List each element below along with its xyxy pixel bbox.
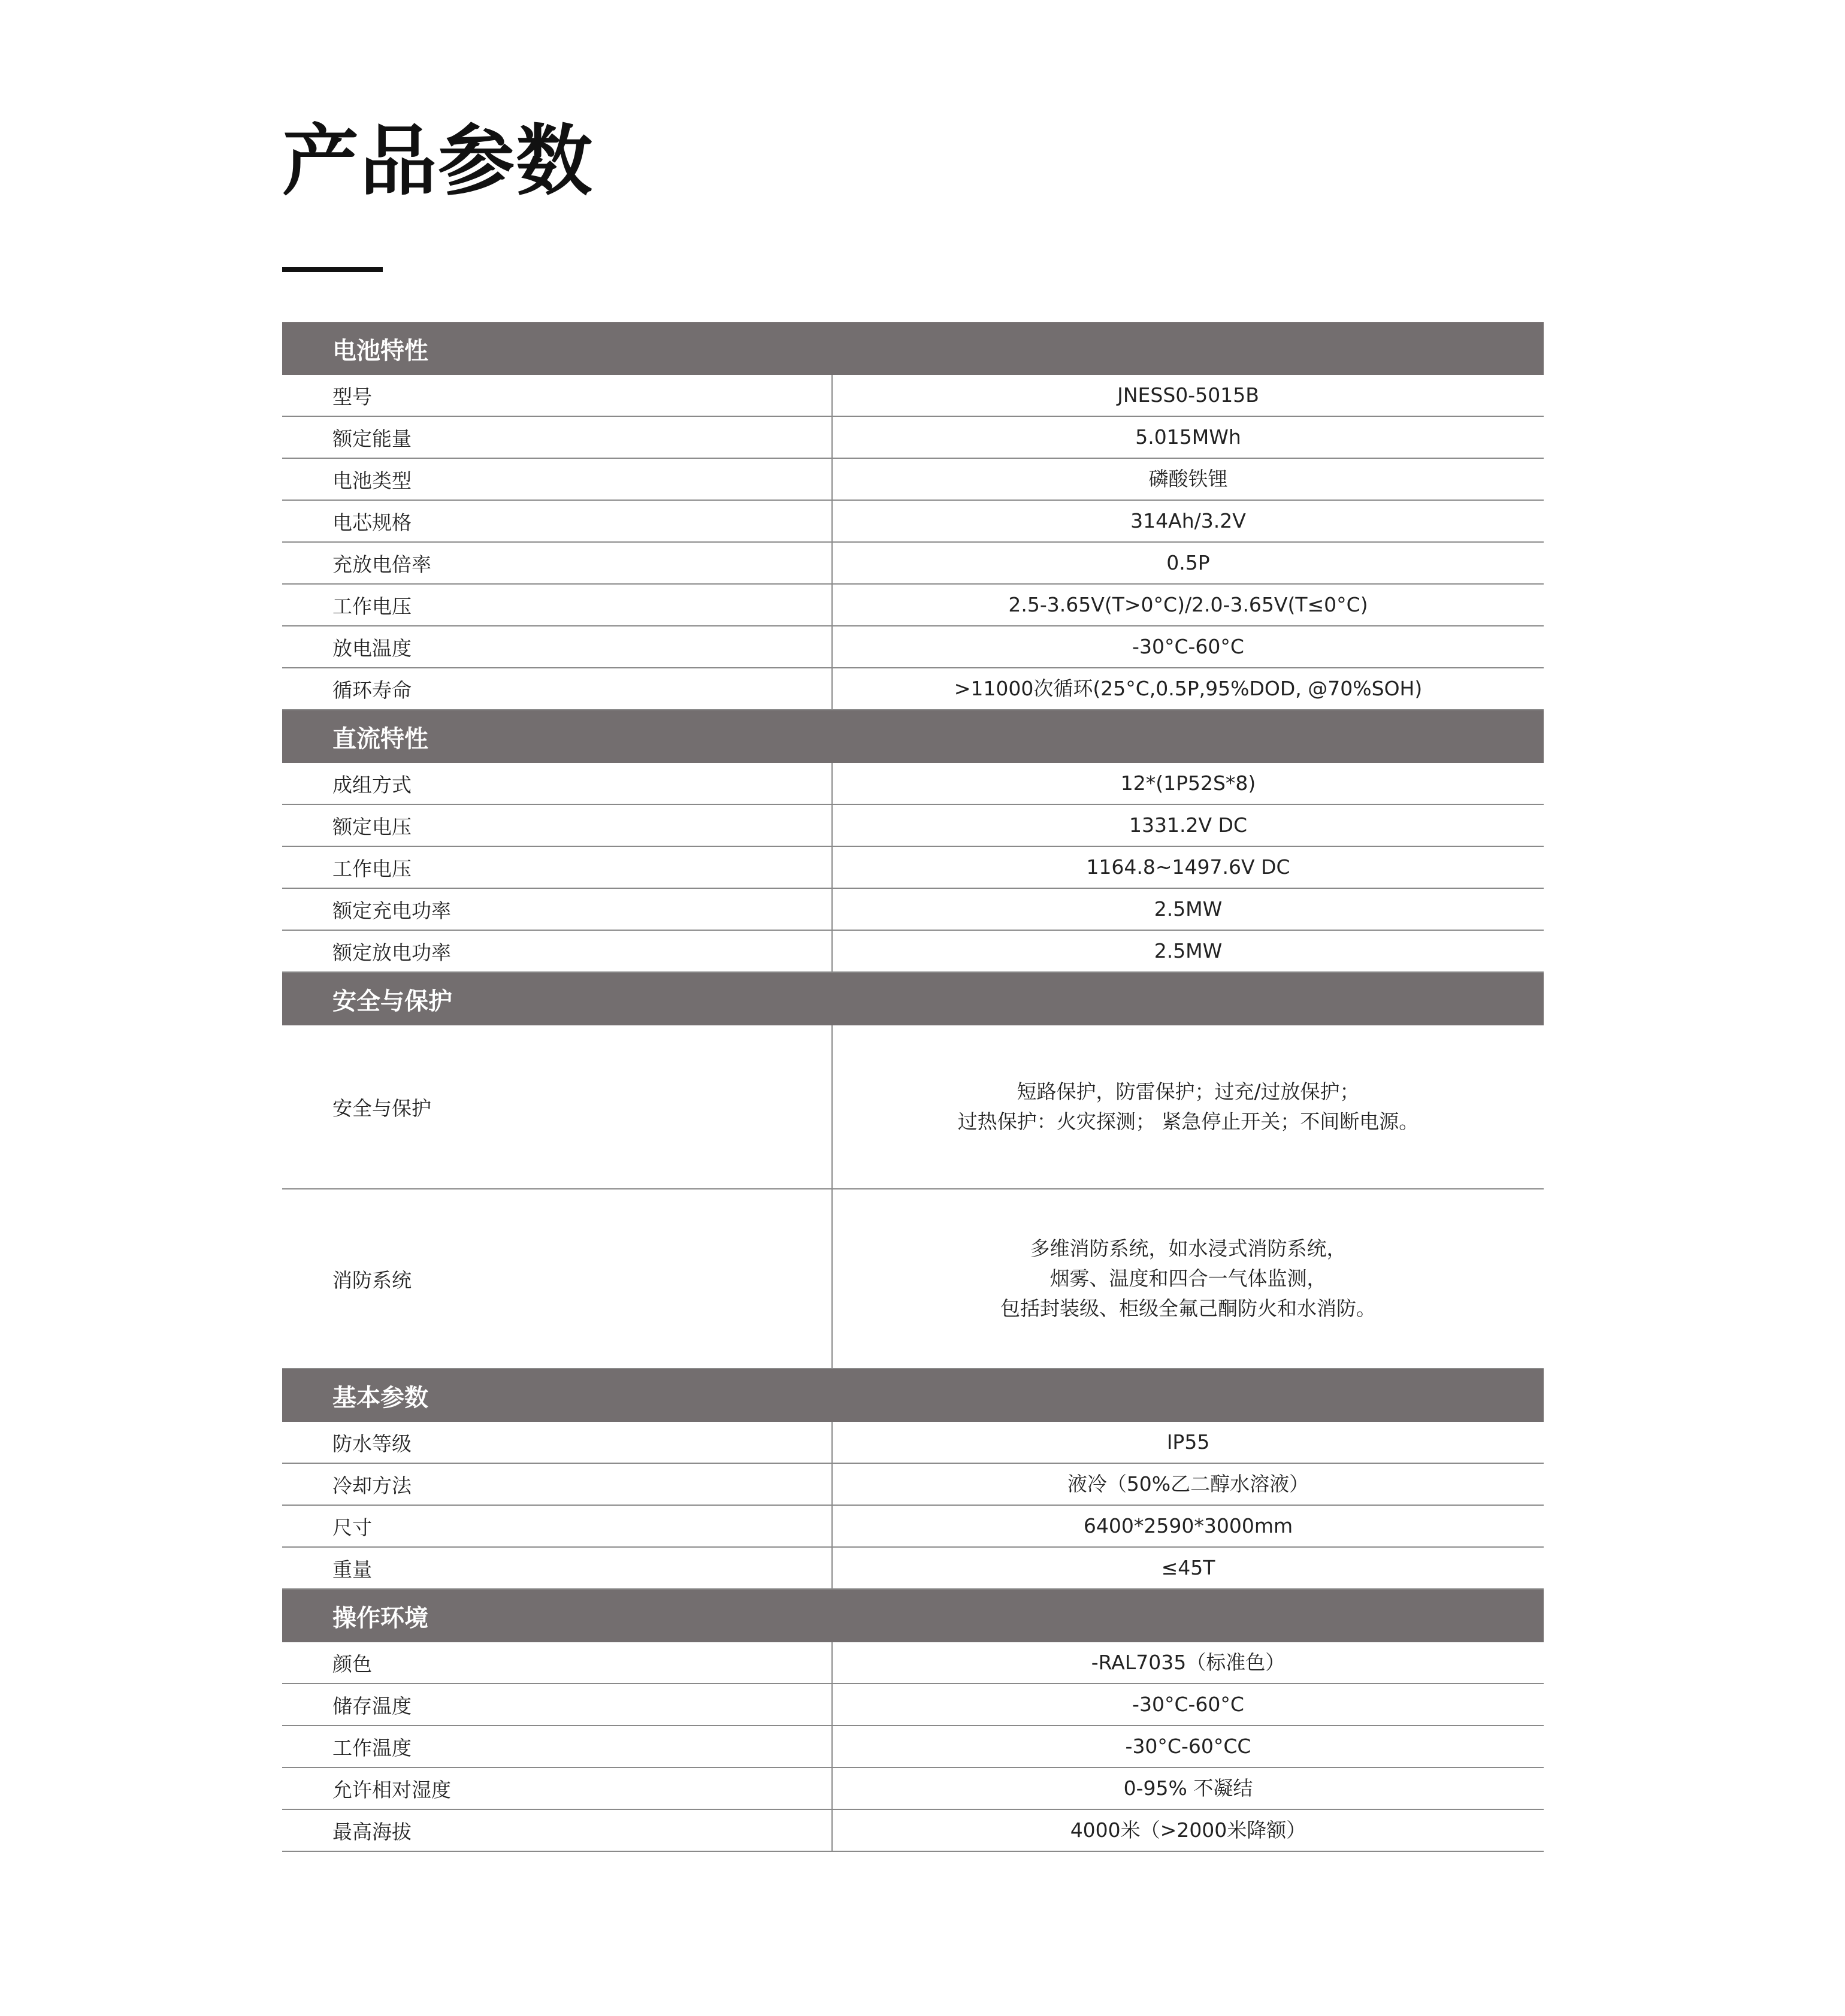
row-label: 防水等级 [282,1422,833,1463]
value-line: 2.5MW [1154,897,1223,921]
table-row [282,763,1544,805]
row-value [833,1810,1544,1851]
row-label: 冷却方法 [282,1464,833,1505]
table-row [282,1642,1544,1684]
row-label: 储存温度 [282,1684,833,1725]
section-header: 安全与保护 [282,973,1544,1025]
row-value [833,459,1544,500]
row-value [833,501,1544,541]
value-line: 1331.2V DC [1129,813,1247,837]
row-value [833,931,1544,971]
table-row [282,543,1544,585]
row-value [833,417,1544,458]
table-row [282,459,1544,501]
table-row [282,626,1544,668]
row-value [833,805,1544,846]
value-line: 314Ah/3.2V [1130,509,1246,532]
row-value [833,1726,1544,1767]
value-line: 4000米（>2000米降额） [1070,1818,1306,1842]
row-label: 额定能量 [282,417,833,458]
row-label: 型号 [282,375,833,416]
row-label: 工作温度 [282,1726,833,1767]
table-row [282,585,1544,626]
value-line: 0-95% 不凝结 [1123,1776,1253,1800]
row-value [833,847,1544,888]
value-line: 包括封装级、柜级全氟己酮防火和水消防。 [1000,1297,1376,1320]
section-header: 基本参数 [282,1369,1544,1422]
table-row [282,1025,1544,1189]
section-header: 操作环境 [282,1590,1544,1642]
value-line: ≤45T [1161,1556,1215,1579]
value-line: 液冷（50%乙二醇水溶液） [1067,1472,1309,1496]
table-row [282,1684,1544,1726]
value-line: -30°C-60°C [1132,635,1244,658]
row-value [833,763,1544,804]
section-header: 直流特性 [282,710,1544,763]
table-row [282,1189,1544,1369]
row-label: 电芯规格 [282,501,833,541]
table-row [282,1506,1544,1548]
row-value [833,1189,1544,1368]
value-line: -30°C-60°CC [1125,1735,1251,1758]
table-row [282,1768,1544,1810]
row-label: 放电温度 [282,626,833,667]
value-line: 过热保护：火灾探测； 紧急停止开关；不间断电源。 [957,1110,1419,1133]
value-line: 6400*2590*3000mm [1083,1514,1293,1537]
value-line: 短路保护，防雷保护；过充/过放保护； [1017,1080,1360,1103]
value-line: JNESS0-5015B [1117,383,1259,407]
table-row [282,668,1544,710]
row-value [833,1422,1544,1463]
table-row [282,1726,1544,1768]
row-value [833,543,1544,583]
row-value [833,626,1544,667]
row-value [833,668,1544,709]
row-value [833,1642,1544,1683]
page-title: 产品参数 [282,117,594,206]
row-value [833,1025,1544,1188]
value-line: 12*(1P52S*8) [1120,771,1256,795]
title-underline [282,267,383,272]
section-header: 电池特性 [282,322,1544,375]
row-value [833,585,1544,625]
row-label: 工作电压 [282,585,833,625]
value-line: 2.5MW [1154,939,1223,962]
row-label: 尺寸 [282,1506,833,1546]
value-line: -RAL7035（标准色） [1091,1651,1286,1674]
row-value [833,1548,1544,1588]
table-row [282,805,1544,847]
value-line: -30°C-60°C [1132,1693,1244,1716]
spec-table [282,322,1544,1852]
value-line: 5.015MWh [1135,425,1241,449]
row-value [833,889,1544,930]
row-value [833,1464,1544,1505]
row-label: 颜色 [282,1642,833,1683]
row-label: 工作电压 [282,847,833,888]
table-row [282,931,1544,973]
row-label: 成组方式 [282,763,833,804]
row-value [833,1684,1544,1725]
row-label: 允许相对湿度 [282,1768,833,1809]
row-label: 额定电压 [282,805,833,846]
value-line: 烟雾、温度和四合一气体监测， [1049,1267,1327,1290]
row-label: 电池类型 [282,459,833,500]
table-row [282,1548,1544,1590]
row-label: 额定充电功率 [282,889,833,930]
row-label: 消防系统 [282,1189,833,1368]
row-label: 重量 [282,1548,833,1588]
value-line: 多维消防系统，如水浸式消防系统， [1030,1237,1347,1260]
row-value [833,375,1544,416]
value-line: 磷酸铁锂 [1148,467,1228,491]
table-row [282,889,1544,931]
table-row [282,1422,1544,1464]
row-label: 安全与保护 [282,1025,833,1188]
table-row [282,417,1544,459]
row-label: 最高海拔 [282,1810,833,1851]
table-row [282,1464,1544,1506]
row-label: 充放电倍率 [282,543,833,583]
row-label: 额定放电功率 [282,931,833,971]
table-row [282,501,1544,543]
row-value [833,1768,1544,1809]
row-label: 循环寿命 [282,668,833,709]
table-row [282,847,1544,889]
value-line: 1164.8~1497.6V DC [1086,855,1290,879]
value-line: >11000次循环(25°C,0.5P,95%DOD, @70%SOH) [954,677,1423,700]
value-line: 0.5P [1166,551,1210,574]
row-value [833,1506,1544,1546]
value-line: IP55 [1166,1430,1210,1454]
value-line: 2.5-3.65V(T>0°C)/2.0-3.65V(T≤0°C) [1008,593,1368,616]
table-row [282,375,1544,417]
table-row [282,1810,1544,1852]
